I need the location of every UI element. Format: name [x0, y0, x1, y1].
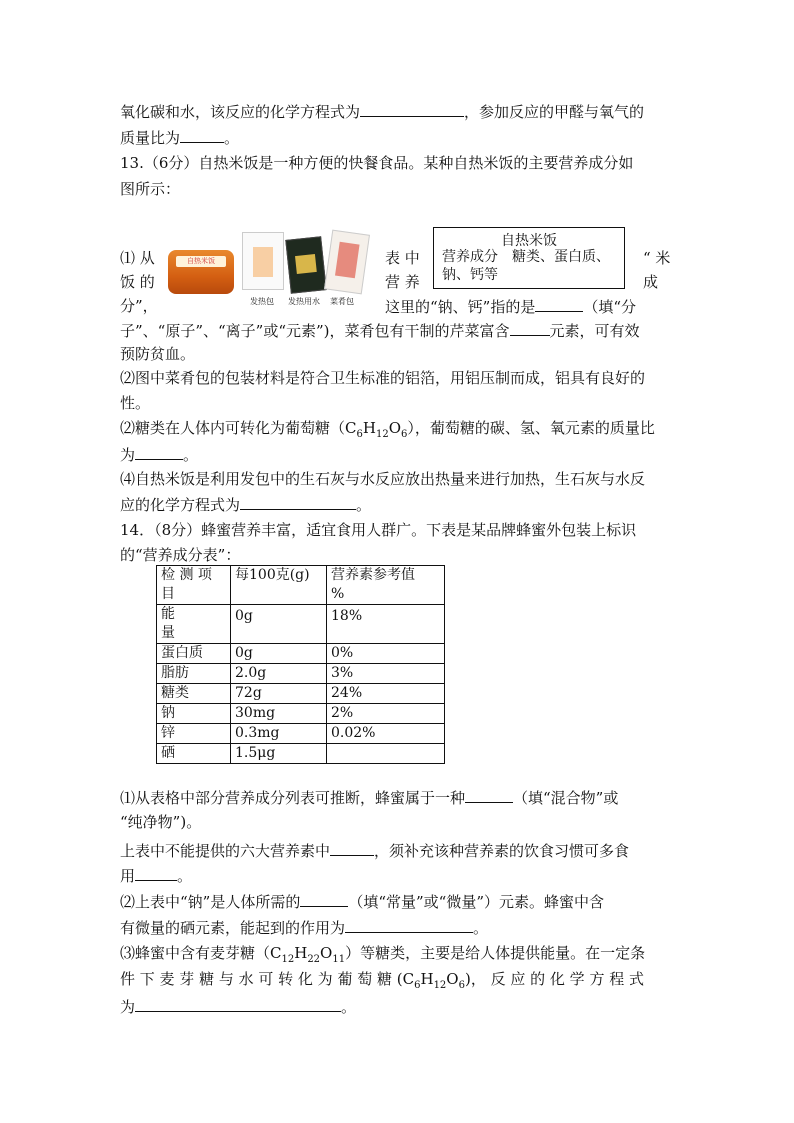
rice-package-image — [168, 250, 234, 294]
answer-blank[interactable] — [535, 296, 583, 312]
q14-text: ）等糖类，主要是给人体提供能量。在一定条 — [345, 944, 646, 962]
q14-text: O — [446, 970, 459, 988]
caption-heating-water: 发热用水 — [288, 297, 320, 306]
q13-text: 子”、“原子”、“离子”或“元素”)，菜肴包有干制的芹菜富含 — [120, 322, 510, 340]
q13-text: O — [388, 419, 401, 437]
answer-blank[interactable] — [510, 320, 550, 336]
q13-text: 性。 — [120, 394, 151, 412]
answer-blank[interactable] — [345, 917, 473, 933]
table-cell: 30mg — [231, 704, 327, 724]
table-cell: 2% — [327, 704, 445, 724]
q14-s3-line-3 — [120, 996, 356, 1017]
table-cell: 1.5μg — [231, 744, 327, 764]
nutrition-box-row-1: 营养成分 糖类、蛋白质、 — [442, 249, 610, 265]
q13-s1-fen: 分”， — [120, 297, 158, 315]
q14-header-line-2: 的“营养成分表”： — [120, 546, 241, 564]
q14-text: 。 — [341, 998, 357, 1016]
caption-heating-pack: 发热包 — [250, 297, 274, 306]
q14-text: 为 — [120, 998, 136, 1016]
table-cell: 脂肪 — [157, 664, 231, 684]
answer-blank[interactable] — [360, 101, 464, 117]
subscript: 12 — [433, 980, 447, 991]
q13-s1-nutrition: 营 养 — [385, 273, 420, 291]
q13-text: 。 — [183, 446, 199, 464]
nutrition-box-row-2: 钠、钙等 — [442, 267, 498, 283]
table-cell: 蛋白质 — [157, 644, 231, 664]
q14-s2-line-1 — [120, 891, 604, 912]
q14-s3-line-1 — [120, 943, 645, 963]
table-cell: 0.3mg — [231, 724, 327, 744]
q13-s2-line-2 — [120, 393, 150, 413]
subscript: 6 — [356, 429, 363, 440]
q13-s1-from: ⑴ 从 — [120, 249, 155, 267]
table-row — [157, 744, 445, 764]
q14-text: ⑵上表中“钠”是人体所需的 — [120, 893, 301, 911]
answer-blank[interactable] — [300, 891, 348, 907]
q14-text: 上表中不能提供的六大营养素中 — [120, 842, 331, 860]
q13-s4-line-1: ⑷自热米饭是利用发包中的生石灰与水反应放出热量来进行加热，生石灰与水反 — [120, 470, 646, 488]
table-cell: 24% — [327, 684, 445, 704]
q13-text: 为 — [120, 446, 136, 464]
q14-text: H — [294, 944, 308, 962]
q14-header-line-1: 14．（8分）蜂蜜营养丰富，适宜食用人群广。下表是某品牌蜂蜜外包装上标识 — [120, 521, 637, 539]
q14-text: ，须补充该种营养素的饮食习惯可多食 — [374, 842, 630, 860]
q13-text: 元素，可有效 — [549, 322, 640, 340]
q13-text: 应的化学方程式为 — [120, 496, 241, 514]
nutrition-table — [156, 565, 445, 764]
subscript: 6 — [414, 980, 421, 991]
q14-text: 有微量的硒元素，能起到的作用为 — [120, 919, 346, 937]
q13-s1-table: 表 中 — [385, 249, 420, 267]
table-cell: 18% — [327, 605, 445, 644]
q12-text: ，参加反应的甲醛与氧气的 — [464, 103, 645, 121]
table-row — [157, 704, 445, 724]
table-cell: 3% — [327, 664, 445, 684]
table-cell: 0g — [231, 644, 327, 664]
q14-text: )， 反 应 的 化 学 方 程 式 — [464, 970, 644, 988]
table-header-cell: 检 测 项 目 — [157, 566, 231, 605]
q13-s1-component: 成 — [643, 273, 659, 291]
q13-header-line-1: 13.（6分）自热米饭是一种方便的快餐食品。某种自热米饭的主要营养成分如 — [120, 154, 634, 172]
subscript: 6 — [458, 980, 465, 991]
q14-text: 用 — [120, 867, 136, 885]
table-cell: 能 量 — [157, 605, 231, 644]
answer-blank[interactable] — [465, 787, 513, 803]
answer-blank[interactable] — [240, 494, 356, 510]
q14-s1-line-1 — [120, 787, 618, 808]
table-header-row — [157, 566, 445, 605]
q14-text: ⑶蜂蜜中含有麦芽糖（C — [120, 944, 282, 962]
nutrition-info-box — [433, 227, 625, 289]
q13-s1-line-5: 预防贫血。 — [120, 345, 196, 363]
table-cell: 0% — [327, 644, 445, 664]
q14-s1-line-4 — [120, 865, 192, 886]
table-cell: 2.0g — [231, 664, 327, 684]
table-cell: 0.02% — [327, 724, 445, 744]
table-header-cell: 每100克(g) — [231, 566, 327, 605]
q13-s4-line-2 — [120, 494, 371, 515]
table-cell: 糖类 — [157, 684, 231, 704]
q13-s1-rice: 饭 的 — [120, 273, 155, 291]
subscript: 6 — [401, 429, 408, 440]
answer-blank[interactable] — [135, 865, 177, 881]
table-cell: 72g — [231, 684, 327, 704]
answer-blank[interactable] — [135, 444, 183, 460]
table-header-cell: 营养素参考值 % — [327, 566, 445, 605]
package-label: 自热米饭 — [176, 256, 226, 267]
subscript: 22 — [307, 954, 321, 965]
q13-text: ⑵糖类在人体内可转化为葡萄糖（C — [120, 419, 357, 437]
q13-s1-quote: “ 米 — [643, 249, 671, 267]
heating-water-image — [285, 236, 326, 293]
q14-text: 件 下 麦 芽 糖 与 水 可 转 化 为 葡 萄 糖 (C — [120, 970, 415, 988]
answer-blank[interactable] — [180, 127, 224, 143]
caption-dish-pack: 菜肴包 — [330, 297, 354, 306]
q14-text: ⑴从表格中部分营养成分列表可推断，蜂蜜属于一种 — [120, 789, 466, 807]
subscript: 11 — [332, 954, 346, 965]
answer-blank[interactable] — [330, 840, 374, 856]
table-row — [157, 605, 445, 644]
q13-s3-line-2 — [120, 444, 198, 465]
q13-text: H — [362, 419, 376, 437]
q13-text: 这里的“钠、钙”指的是 — [385, 298, 536, 316]
q14-text: H — [420, 970, 434, 988]
q14-text: （填“常量”或“微量”）元素。蜂蜜中含 — [348, 893, 605, 911]
table-cell: 硒 — [157, 744, 231, 764]
q13-s3-line-1 — [120, 418, 655, 438]
table-row — [157, 684, 445, 704]
q12-text: 。 — [224, 129, 240, 147]
q12-text: 氧化碳和水，该反应的化学方程式为 — [120, 103, 361, 121]
q14-text: O — [320, 944, 333, 962]
q13-text: （填“分 — [583, 298, 637, 316]
q13-header-line-2: 图所示： — [120, 180, 181, 198]
q14-text: （填“混合物”或 — [513, 789, 619, 807]
subscript: 12 — [375, 429, 389, 440]
q13-s2-line-1: ⑵图中菜肴包的包装材料是符合卫生标准的铝箔，用铝压制而成，铝具有良好的 — [120, 369, 646, 387]
q13-s1-line-3 — [385, 296, 636, 317]
q12-text: 质量比为 — [120, 129, 181, 147]
table-cell: 锌 — [157, 724, 231, 744]
nutrition-box-title: 自热米饭 — [501, 233, 557, 249]
table-row — [157, 724, 445, 744]
q14-s2-line-2 — [120, 917, 488, 938]
q13-s1-line-4 — [120, 320, 640, 341]
q12-line-2 — [120, 127, 239, 148]
q13-text: ），葡萄糖的碳、氢、氧元素的质量比 — [407, 419, 655, 437]
answer-blank[interactable] — [135, 996, 341, 1012]
dish-pack-image — [324, 230, 370, 295]
q14-text: 。 — [473, 919, 489, 937]
subscript: 12 — [281, 954, 295, 965]
table-cell — [327, 744, 445, 764]
q12-line-1 — [120, 101, 644, 122]
q14-s1-line-2: “纯净物”)。 — [120, 813, 202, 831]
heating-pack-image — [242, 232, 284, 290]
table-row — [157, 644, 445, 664]
q14-s3-line-2 — [120, 969, 644, 989]
q14-s1-line-3 — [120, 840, 629, 861]
q13-text: 。 — [356, 496, 372, 514]
table-row — [157, 664, 445, 684]
table-cell: 钠 — [157, 704, 231, 724]
table-cell: 0g — [231, 605, 327, 644]
q14-text: 。 — [177, 867, 193, 885]
